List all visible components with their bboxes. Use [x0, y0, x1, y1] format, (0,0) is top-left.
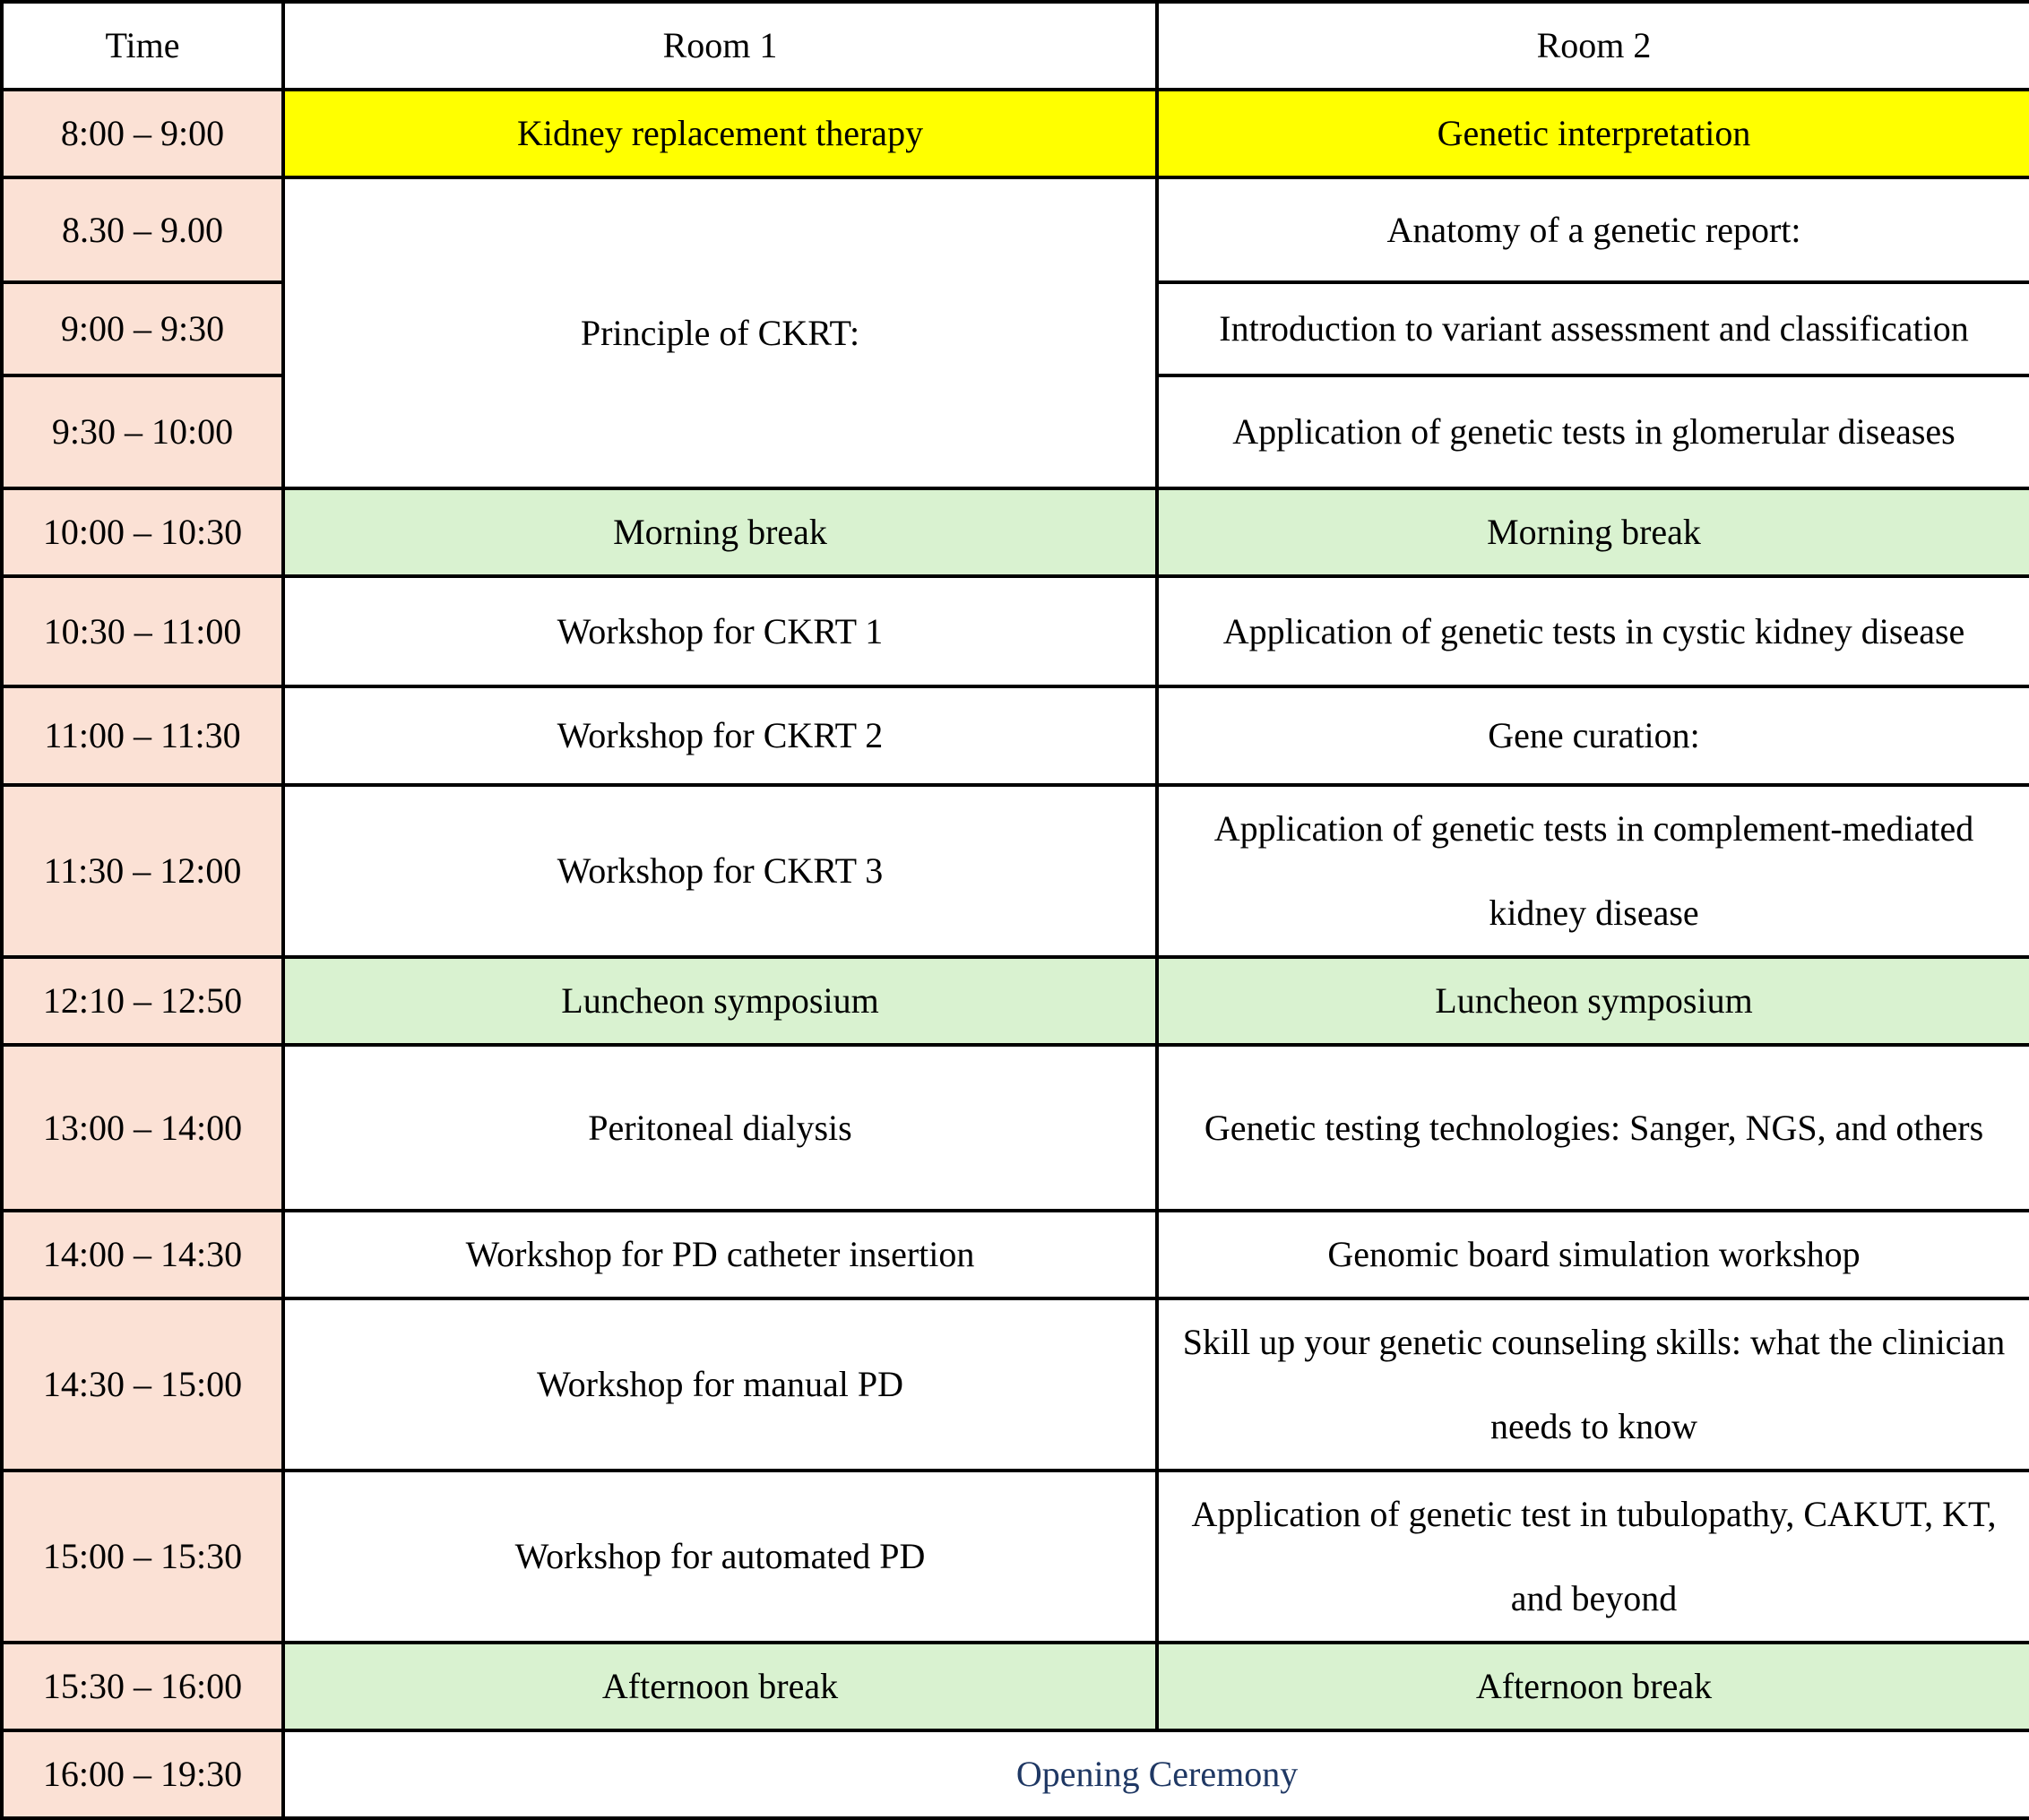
time-header: Time [2, 2, 283, 90]
header-row [2, 2, 2029, 90]
room2-cell: Gene curation: [1157, 686, 2029, 785]
room2-cell: Application of genetic tests in cystic kidney disease [1157, 576, 2029, 686]
time-cell: 14:30 – 15:00 [2, 1298, 283, 1471]
table-row [2, 488, 2029, 576]
table-row [2, 1471, 2029, 1643]
room2-break-cell: Morning break [1157, 488, 2029, 576]
time-cell: 15:00 – 15:30 [2, 1471, 283, 1643]
room2-cell: Genomic board simulation workshop [1157, 1211, 2029, 1298]
table-row [2, 686, 2029, 785]
table-row [2, 1045, 2029, 1211]
room2-break-cell: Afternoon break [1157, 1643, 2029, 1730]
table-row [2, 957, 2029, 1045]
table-row [2, 1298, 2029, 1471]
room2-session-title: Genetic interpretation [1157, 90, 2029, 177]
table-row [2, 90, 2029, 177]
room2-cell: Skill up your genetic counseling skills: what the clinician needs to know [1157, 1298, 2029, 1471]
room1-break-cell: Afternoon break [283, 1643, 1157, 1730]
time-cell: 11:30 – 12:00 [2, 785, 283, 957]
time-cell: 8:00 – 9:00 [2, 90, 283, 177]
room1-cell: Workshop for CKRT 2 [283, 686, 1157, 785]
opening-ceremony-cell: Opening Ceremony [283, 1730, 2029, 1818]
table-row [2, 785, 2029, 957]
room2-header: Room 2 [1157, 2, 2029, 90]
room1-cell: Workshop for CKRT 1 [283, 576, 1157, 686]
room1-cell: Workshop for automated PD [283, 1471, 1157, 1643]
room2-cell: Genetic testing technologies: Sanger, NGS, and others [1157, 1045, 2029, 1211]
room2-cell: Anatomy of a genetic report: [1157, 177, 2029, 282]
time-cell: 16:00 – 19:30 [2, 1730, 283, 1818]
room1-header: Room 1 [283, 2, 1157, 90]
table-row [2, 1730, 2029, 1818]
time-cell: 10:00 – 10:30 [2, 488, 283, 576]
room2-break-cell: Luncheon symposium [1157, 957, 2029, 1045]
room1-break-cell: Luncheon symposium [283, 957, 1157, 1045]
room1-cell: Workshop for PD catheter insertion [283, 1211, 1157, 1298]
room2-cell: Application of genetic tests in complement-mediated kidney disease [1157, 785, 2029, 957]
room1-break-cell: Morning break [283, 488, 1157, 576]
time-cell: 8.30 – 9.00 [2, 177, 283, 282]
room1-cell: Workshop for CKRT 3 [283, 785, 1157, 957]
time-cell: 15:30 – 16:00 [2, 1643, 283, 1730]
room1-session-title: Peritoneal dialysis [283, 1045, 1157, 1211]
time-cell: 14:00 – 14:30 [2, 1211, 283, 1298]
table-row [2, 1643, 2029, 1730]
room1-cell: Workshop for manual PD [283, 1298, 1157, 1471]
table-row [2, 1211, 2029, 1298]
time-cell: 12:10 – 12:50 [2, 957, 283, 1045]
time-cell: 10:30 – 11:00 [2, 576, 283, 686]
time-cell: 9:30 – 10:00 [2, 375, 283, 488]
room1-session-title: Kidney replacement therapy [283, 90, 1157, 177]
time-cell: 9:00 – 9:30 [2, 282, 283, 375]
time-cell: 11:00 – 11:30 [2, 686, 283, 785]
room2-cell: Application of genetic tests in glomerular diseases [1157, 375, 2029, 488]
room2-cell: Introduction to variant assessment and classification [1157, 282, 2029, 375]
room1-cell: Principle of CKRT: [283, 177, 1157, 488]
room2-cell: Application of genetic test in tubulopathy, CAKUT, KT, and beyond [1157, 1471, 2029, 1643]
time-cell: 13:00 – 14:00 [2, 1045, 283, 1211]
table-row [2, 177, 2029, 282]
table-row [2, 576, 2029, 686]
